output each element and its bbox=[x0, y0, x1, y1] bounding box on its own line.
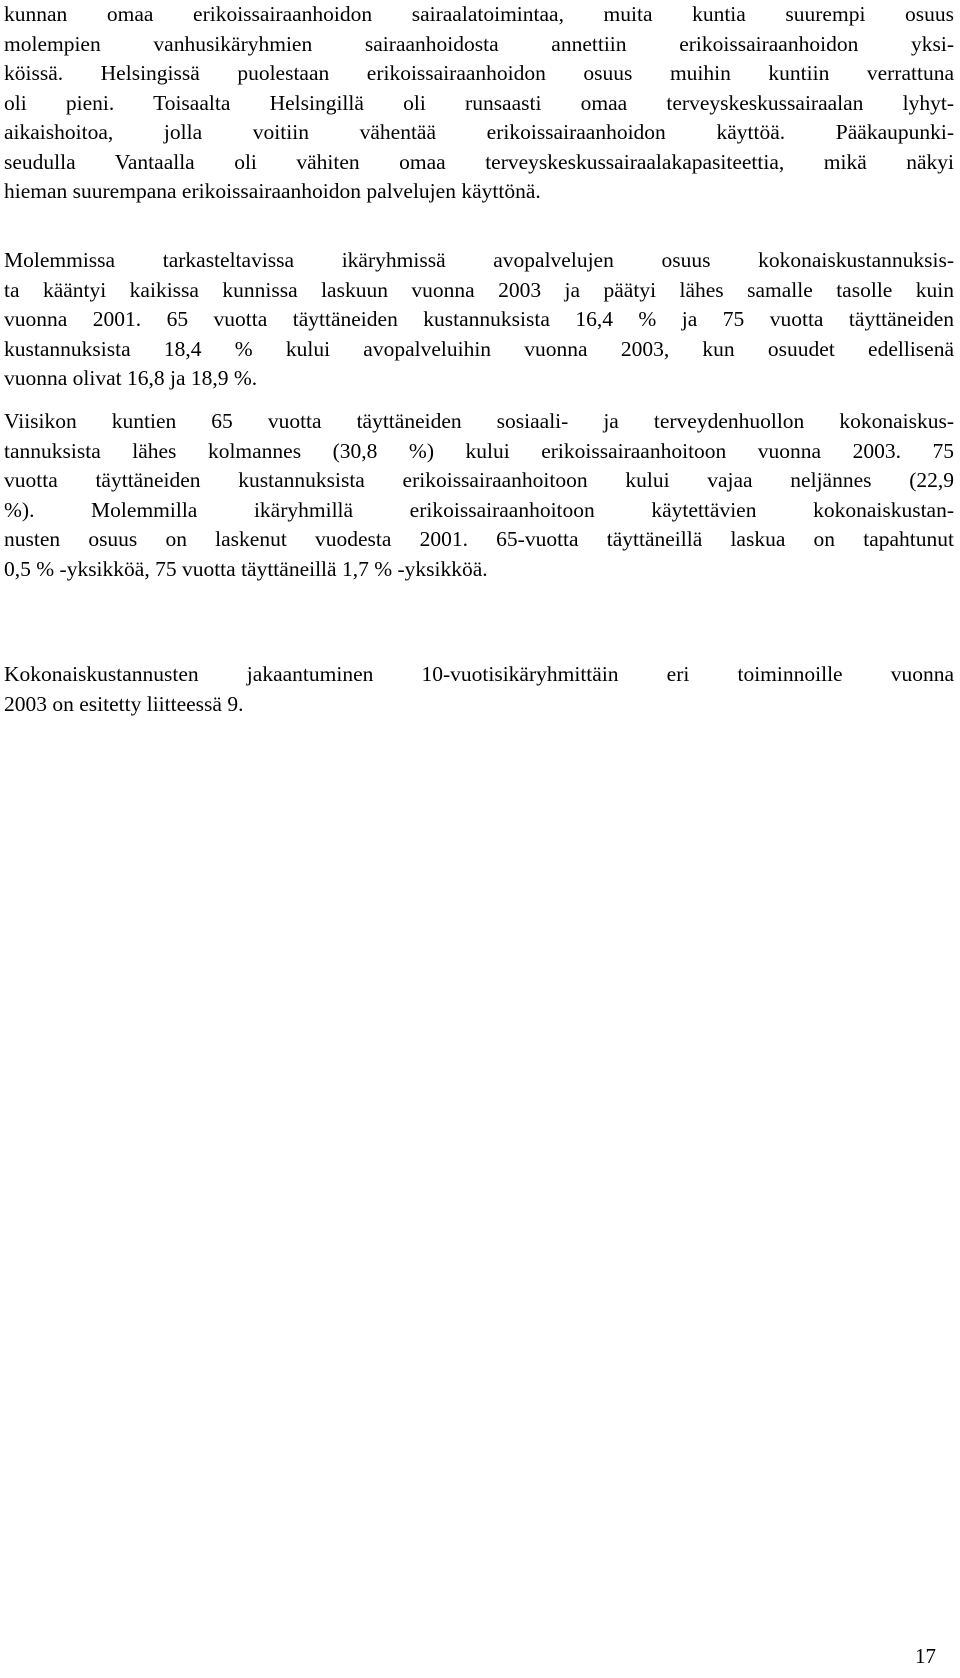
paragraph-hospital-care-by-municipality bbox=[4, 0, 954, 207]
text-line: nusten osuus on laskenut vuodesta 2001. 65-vuotta täyttäneillä laskua on tapahtunut bbox=[4, 527, 954, 551]
text-line: oli pieni. Toisaalta Helsingillä oli runsaasti omaa terveyskeskussairaalan lyhyt- bbox=[4, 90, 954, 115]
text-line: 0,5 % -yksikköä, 75 vuotta täyttäneillä 1,7 % -yksikköä. bbox=[4, 556, 488, 581]
text-line: vuonna olivat 16,8 ja 18,9 %. bbox=[4, 366, 258, 390]
text-line: köissä. Helsingissä puolestaan erikoissairaanhoidon osuus muihin kuntiin verrattuna bbox=[4, 61, 954, 85]
paragraph-appendix-reference bbox=[4, 660, 954, 719]
text-line: aikaishoitoa, jolla voitiin vähentää erikoissairaanhoidon käyttöä. Pääkaupunki- bbox=[4, 120, 954, 144]
paragraph-specialist-care-share bbox=[4, 407, 954, 584]
text-line: seudulla Vantaalla oli vähiten omaa terveyskeskussairaalakapasiteettia, mikä näkyi bbox=[4, 149, 954, 174]
text-line: ta kääntyi kaikissa kunnissa laskuun vuonna 2003 ja päätyi lähes samalle tasolle kuin bbox=[4, 277, 954, 302]
text-line: Kokonaiskustannusten jakaantuminen 10-vuotisikäryhmittäin eri toiminnoille vuonna bbox=[4, 662, 954, 686]
text-line: vuonna 2001. 65 vuotta täyttäneiden kustannuksista 16,4 % ja 75 vuotta täyttäneiden bbox=[4, 307, 954, 331]
text-line: kunnan omaa erikoissairaanhoidon sairaalatoimintaa, muita kuntia suurempi osuus bbox=[4, 2, 954, 26]
page-number: 17 bbox=[915, 1644, 936, 1668]
text-line: %). Molemmilla ikäryhmillä erikoissairaanhoitoon käytettävien kokonaiskustan- bbox=[4, 497, 954, 522]
text-line: vuotta täyttäneiden kustannuksista erikoissairaanhoitoon kului vajaa neljännes (22,9 bbox=[4, 468, 954, 492]
paragraph-outpatient-share bbox=[4, 246, 954, 394]
text-line: hieman suurempana erikoissairaanhoidon palvelujen käyttönä. bbox=[4, 179, 541, 203]
text-line: Molemmissa tarkasteltavissa ikäryhmissä avopalvelujen osuus kokonaiskustannuksis- bbox=[4, 248, 954, 272]
text-line: Viisikon kuntien 65 vuotta täyttäneiden sosiaali- ja terveydenhuollon kokonaiskus- bbox=[4, 409, 954, 433]
text-line: tannuksista lähes kolmannes (30,8 %) kului erikoissairaanhoitoon vuonna 2003. 75 bbox=[4, 438, 954, 463]
text-line: 2003 on esitetty liitteessä 9. bbox=[4, 691, 244, 716]
text-line: kustannuksista 18,4 % kului avopalveluihin vuonna 2003, kun osuudet edellisenä bbox=[4, 336, 954, 361]
text-line: molempien vanhusikäryhmien sairaanhoidosta annettiin erikoissairaanhoidon yksi- bbox=[4, 31, 954, 56]
